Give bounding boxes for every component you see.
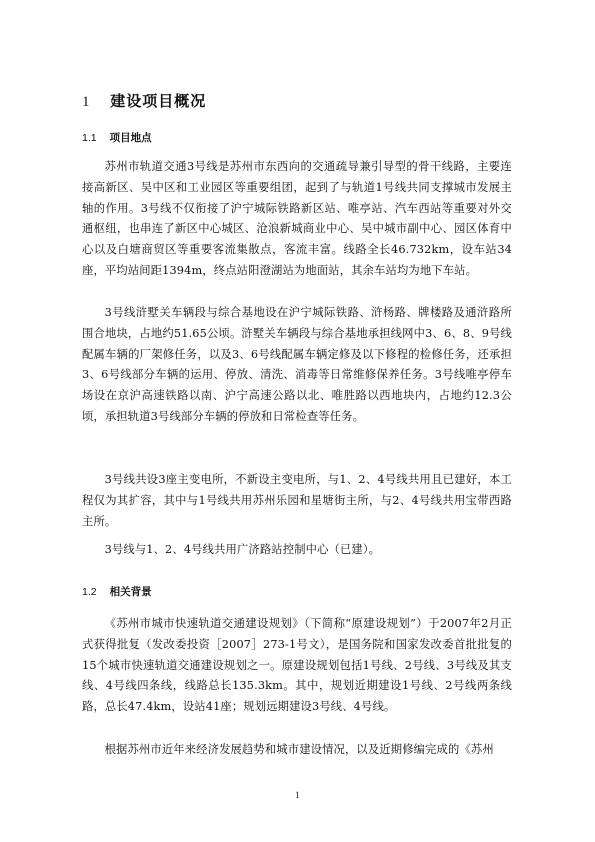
section-title: 建设项目概况 bbox=[110, 92, 207, 110]
subsection-heading-1-1 bbox=[82, 130, 152, 145]
paragraph-control-center: 3号线与1、2、4号线共用广济路站控制中心（已建）。 bbox=[104, 543, 381, 556]
subsection-title: 相关背景 bbox=[109, 586, 152, 598]
paragraph-line-overview: 苏州市轨道交通3号线是苏州市东西向的交通疏导兼引导型的骨干线路，主要连接高新区、吴中区和工业园区等重要组团，起到了与轨道1号线共同支撑城市发展主轴的作用。3号线不仅衔接了沪宁城际铁路新区站、唯亭站、汽车西站等重要对外交通枢纽，也串连了新区中心城区、沧浪新城商业中心、吴中城市副中心、园区体育中心以及白塘商贸区等重要客流集散点，客流丰富。线路全长46.732km，设车站34座，平均站间距1394m，终点站阳澄湖站为地面站，其余车站均为地下车站。 bbox=[82, 160, 512, 277]
paragraph-depot: 3号线浒墅关车辆段与综合基地设在沪宁城际铁路、浒杨路、牌楼路及通浒路所围合地块，占地约51.65公顷。浒墅关车辆段与综合基地承担线网中3、6、8、9号线配属车辆的厂架修任务，以及3、6号线配属车辆定修及以下修程的检修任务，还承担3、6号线部分车辆的运用、停放、清洗、消毒等日常维修保养任务。3号线唯亭停车场设在京沪高速铁路以南、沪宁高速公路以北、唯胜路以西地块内，占地约12.3公顷，承担轨道3号线部分车辆的停放和日常检查等任务。 bbox=[82, 306, 512, 423]
subsection-number: 1.2 bbox=[82, 586, 97, 598]
paragraph-recent-development: 根据苏州市近年来经济发展趋势和城市建设情况，以及近期修编完成的《苏州 bbox=[104, 743, 494, 756]
subsection-title: 项目地点 bbox=[109, 132, 152, 144]
section-heading-1 bbox=[82, 90, 206, 111]
page-number: 1 bbox=[295, 790, 300, 800]
subsection-heading-1-2 bbox=[82, 584, 152, 599]
section-number: 1 bbox=[82, 94, 91, 110]
subsection-number: 1.1 bbox=[82, 132, 97, 144]
paragraph-substation: 3号线共设3座主变电所，不新设主变电所，与1、2、4号线共用且已建好，本工程仅为其扩容，其中与1号线共用苏州乐园和星塘街主所，与2、4号线共用宝带西路主所。 bbox=[82, 473, 512, 528]
paragraph-construction-plan: 《苏州市城市快速轨道交通建设规划》（下简称“原建设规划”）于2007年2月正式获得批复（发改委投资［2007］273-1号文），是国务院和国家发改委首批批复的15个城市快速轨道交通建设规划之一。原建设规划包括1号线、2号线、3号线及其支线、4号线四条线，线路总长135.3km。其中，规划近期建设1号线、2号线两条线路，总长47.4km，设站41座；规划远期建设3号线、4号线。 bbox=[82, 617, 512, 714]
